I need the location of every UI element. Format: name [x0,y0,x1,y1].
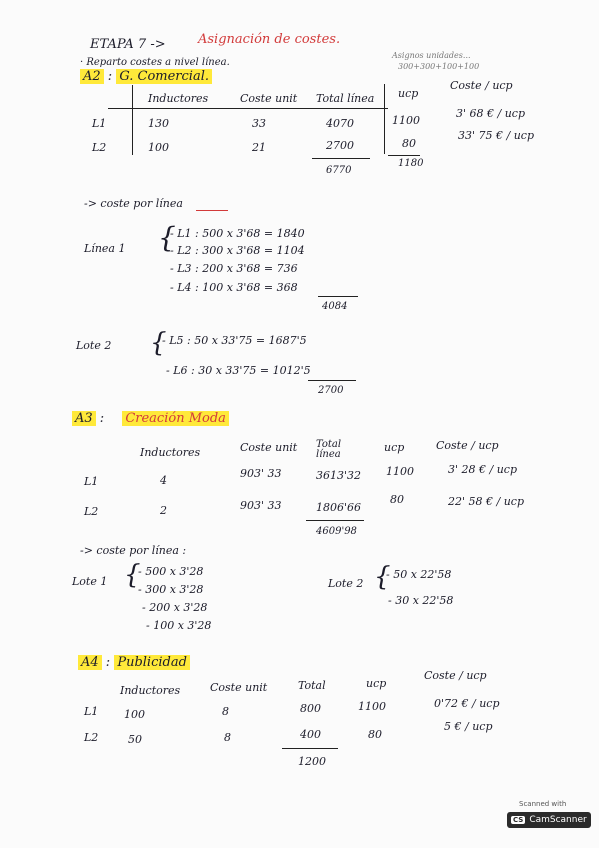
a4-r2-l: L2 [84,731,99,744]
a4-r1-cu: 8 [222,705,229,718]
a3-total: 4609'98 [316,526,357,537]
a3-r2-cost: 22' 58 € / ucp [448,495,524,508]
a3-r1-tot: 3613'32 [316,469,362,482]
a4-total-line [282,748,338,749]
linea1-line [318,296,358,297]
section-a4: A4 : Publicidad [78,656,190,669]
section-a2: A2 : G. Comercial. [80,70,212,83]
linea1-l4: - L4 : 100 x 3'68 = 368 [170,281,298,294]
a4-total: 1200 [298,755,326,768]
a2-total-line [312,158,370,159]
a2-vline-2 [384,84,385,154]
a4-h-cost: Coste / ucp [424,669,487,682]
lote2b-label: Lote 2 [328,577,364,590]
a2-vline [132,85,133,155]
a4-h-tot: Total [298,679,326,692]
linea1-l1: - L1 : 500 x 3'68 = 1840 [170,227,305,240]
a2-h-cost: Coste / ucp [450,79,513,92]
lote2b-brace: { [374,562,391,592]
a2-label: A2 [80,69,104,84]
a2-r2-ind: 100 [148,141,169,154]
lote1b-l3: - 200 x 3'28 [142,601,208,614]
a4-label: A4 [78,655,102,670]
a3-r2-tot: 1806'66 [316,501,362,514]
coste-linea2-head: -> coste por línea : [80,544,187,557]
a4-h-ind: Inductores [120,684,181,697]
a4-r1-ind: 100 [124,708,145,721]
a2-r2-cost: 33' 75 € / ucp [458,129,534,142]
lote1b-brace: { [124,560,141,590]
a2-r2-cu: 21 [252,141,266,154]
a2-total: 6770 [326,165,352,176]
a2-ucp-line [388,155,420,156]
a4-r1-cost: 0'72 € / ucp [434,697,500,710]
a2-r1-cost: 3' 68 € / ucp [456,107,525,120]
a4-r1-ucp: 1100 [358,700,386,713]
etapa-label: ETAPA 7 -> [90,37,166,52]
a3-r1-ucp: 1100 [386,465,414,478]
a3-total-line [306,520,364,521]
camscanner-logo [507,812,591,828]
a3-r2-ind: 2 [160,504,167,517]
linea1-total: 4084 [322,301,348,312]
corner-note-1: Asignos unidades... [392,51,471,60]
lote2-total: 2700 [318,385,344,396]
a4-r2-cu: 8 [224,731,231,744]
a4-r2-tot: 400 [300,728,321,741]
a3-name: Creación Moda [122,411,229,426]
lote2-line [308,380,356,381]
lote1b-l4: - 100 x 3'28 [146,619,212,632]
a2-ucp-total: 1180 [398,158,424,169]
linea1-l3: - L3 : 200 x 3'68 = 736 [170,262,298,275]
linea-underline [196,210,228,211]
a3-r1-l: L1 [84,475,99,488]
lote2b-l2: - 30 x 22'58 [388,594,454,607]
coste-linea-head [84,198,183,209]
cs-icon: CS [513,816,524,824]
a2-r1-tot: 4070 [326,117,354,130]
a2-r2-tot: 2700 [326,139,354,152]
etapa-title: Asignación de costes. [198,32,341,47]
a4-r2-ind: 50 [128,733,142,746]
a4-name: Publicidad [114,655,190,670]
a3-label: A3 [72,411,96,426]
a3-r1-cost: 3' 28 € / ucp [448,463,517,476]
corner-note-2: 300+300+100+100 [398,62,480,71]
a2-r1-l: L1 [92,117,107,130]
section-a3: A3 : Creación Moda [72,412,229,425]
linea1-l2: - L2 : 300 x 3'68 = 1104 [170,244,305,257]
lote2b-l1: - 50 x 22'58 [386,568,452,581]
a2-name: G. Comercial. [116,69,212,84]
a3-r2-l: L2 [84,505,99,518]
a3-h-ucp: ucp [384,441,405,454]
linea1-brace: { [158,221,176,254]
linea1-label: Línea 1 [84,242,126,255]
a4-r1-l: L1 [84,705,99,718]
a2-h-ucp: ucp [398,87,419,100]
lote1b-label: Lote 1 [72,575,108,588]
lote2-l1: - L5 : 50 x 33'75 = 1687'5 [162,334,307,347]
camscanner-name: CamScanner [529,815,587,825]
camscanner-watermark [505,800,587,834]
a2-h-ind: Inductores [148,92,209,105]
a3-h-cu: Coste unit [240,441,298,454]
a3-h-tot: Total línea [316,439,342,460]
a2-r2-ucp: 80 [402,137,416,150]
scanned-with: Scanned with [519,800,567,808]
a4-h-ucp: ucp [366,677,387,690]
a2-r2-l: L2 [92,141,107,154]
a3-h-ind: Inductores [140,446,201,459]
a2-r1-ucp: 1100 [392,114,420,127]
a4-r2-cost: 5 € / ucp [444,720,493,733]
a3-h-cost: Coste / ucp [436,439,499,452]
a3-r1-ind: 4 [160,474,167,487]
a2-hline [108,108,388,109]
lote2-l2: - L6 : 30 x 33'75 = 1012'5 [166,364,311,377]
a2-r1-ind: 130 [148,117,169,130]
lote1b-l1: - 500 x 3'28 [138,565,204,578]
lote2-label: Lote 2 [76,339,112,352]
a4-r2-ucp: 80 [368,728,382,741]
a3-r1-cu: 903' 33 [240,467,282,480]
a2-h-tot: Total línea [316,92,375,105]
lote2-brace: { [150,328,167,358]
a2-h-cu: Coste unit [240,92,298,105]
a4-r1-tot: 800 [300,702,321,715]
coste-linea-head-text: -> coste por línea [84,197,183,210]
a3-r2-ucp: 80 [390,493,404,506]
lote1b-l2: - 300 x 3'28 [138,583,204,596]
a3-r2-cu: 903' 33 [240,499,282,512]
subtitle: · Reparto costes a nivel línea. [80,57,230,68]
a4-h-cu: Coste unit [210,681,268,694]
a2-r1-cu: 33 [252,117,266,130]
